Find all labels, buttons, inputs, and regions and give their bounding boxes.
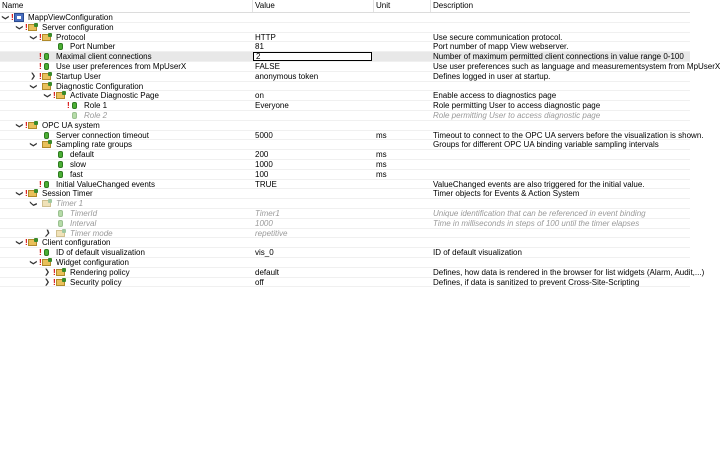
chevron-down-icon[interactable]: ❯ <box>15 190 23 197</box>
value-cell[interactable] <box>253 121 373 131</box>
chevron-right-icon[interactable]: ❯ <box>44 278 50 286</box>
description-cell: Defines, how data is rendered in the browser for list widgets (Alarm, Audit,...) <box>433 267 705 277</box>
tree-row-fast[interactable] <box>0 170 690 180</box>
tree-row-role-2[interactable] <box>0 111 690 121</box>
warning-icon: ! <box>39 32 42 42</box>
row-label: TimerId <box>70 208 98 218</box>
unit-cell: ms <box>376 169 387 179</box>
parameter-group-icon <box>42 83 51 90</box>
name-cell <box>0 52 252 62</box>
value-cell[interactable]: repetitive <box>255 228 288 238</box>
configuration-tree <box>0 13 720 287</box>
description-cell <box>431 238 690 248</box>
row-label: Role 1 <box>84 101 108 111</box>
unit-cell <box>374 219 430 229</box>
description-cell: Time in milliseconds in steps of 100 until the timer elapses <box>433 218 640 228</box>
value-cell[interactable] <box>253 82 373 92</box>
parameter-icon <box>58 171 63 178</box>
parameter-group-icon <box>28 190 37 197</box>
parameter-group-icon <box>42 73 51 80</box>
value-cell[interactable] <box>253 140 373 150</box>
parameter-group-icon <box>42 259 51 266</box>
warning-icon: ! <box>67 101 70 111</box>
value-cell[interactable]: Timer1 <box>255 208 280 218</box>
row-label: Interval <box>70 218 97 228</box>
chevron-right-icon[interactable]: ❯ <box>44 229 50 237</box>
description-cell <box>431 23 690 33</box>
description-cell: Defines, if data is sanitized to prevent Cross-Site-Scripting <box>433 277 640 287</box>
tree-row-session-timer[interactable] <box>0 189 690 199</box>
row-label: MappViewConfiguration <box>28 13 113 22</box>
parameter-icon <box>44 53 49 60</box>
description-cell: Role permitting User to access diagnostic page <box>433 110 601 120</box>
unit-cell <box>374 72 430 82</box>
tree-row-startup-user[interactable] <box>0 72 690 82</box>
name-cell <box>0 140 252 150</box>
unit-cell <box>374 23 430 33</box>
description-cell <box>431 229 690 239</box>
tree-row-protocol[interactable] <box>0 33 690 43</box>
value-cell[interactable]: Everyone <box>255 101 289 111</box>
parameter-icon <box>44 132 49 139</box>
parameter-icon <box>58 210 63 217</box>
row-label: Diagnostic Configuration <box>56 81 144 91</box>
tree-row-slow[interactable] <box>0 160 690 170</box>
chevron-right-icon[interactable]: ❯ <box>30 72 36 80</box>
unit-cell <box>374 91 430 101</box>
tree-row-server-connection-timeout[interactable] <box>0 130 704 141</box>
tree-row-id-of-default-visualization[interactable] <box>0 248 690 258</box>
row-label: slow <box>70 159 87 169</box>
tree-row-mappviewconfiguration[interactable] <box>0 13 690 23</box>
description-cell <box>431 258 690 268</box>
name-cell <box>0 268 252 278</box>
value-cell[interactable] <box>253 199 373 209</box>
parameter-group-icon <box>42 34 51 41</box>
parameter-group-icon <box>56 230 65 237</box>
row-label: Activate Diagnostic Page <box>70 91 159 101</box>
row-label: Timer 1 <box>56 199 84 209</box>
parameter-icon <box>72 102 77 109</box>
name-cell <box>0 170 252 180</box>
name-cell <box>0 23 252 33</box>
value-cell[interactable]: default <box>255 267 280 277</box>
row-label: Role 2 <box>84 110 108 120</box>
parameter-group-icon <box>28 122 37 129</box>
name-cell <box>0 258 252 268</box>
value-cell[interactable]: 1000 <box>255 218 273 228</box>
description-cell <box>431 199 690 209</box>
name-cell <box>0 150 252 160</box>
row-label: fast <box>70 169 83 179</box>
tree-row-opc-ua-system[interactable] <box>0 121 690 131</box>
row-label: Sampling rate groups <box>56 140 133 150</box>
unit-cell <box>374 199 430 209</box>
unit-cell <box>374 180 430 190</box>
name-cell <box>0 131 252 141</box>
unit-cell: ms <box>376 159 387 169</box>
warning-icon: ! <box>39 52 42 62</box>
row-label: Startup User <box>56 71 101 81</box>
description-cell: Number of maximum permitted client connections in value range 0-100 <box>433 52 684 62</box>
description-cell: ValueChanged events are also triggered for the initial value. <box>433 179 645 189</box>
value-cell[interactable]: vis_0 <box>255 248 274 258</box>
column-header-name[interactable]: Name <box>0 0 253 12</box>
description-cell: Timeout to connect to the OPC UA servers before the visualization is shown. <box>433 130 704 140</box>
configuration-icon <box>14 13 24 22</box>
unit-cell <box>374 248 430 258</box>
warning-icon: ! <box>39 61 42 71</box>
parameter-icon <box>58 161 63 168</box>
chevron-down-icon[interactable]: ❯ <box>29 259 37 266</box>
name-cell <box>0 238 252 248</box>
tree-row-activate-diagnostic-page[interactable] <box>0 91 690 101</box>
name-cell <box>0 209 252 219</box>
unit-cell <box>374 229 430 239</box>
value-cell[interactable]: off <box>255 277 264 287</box>
description-cell: Role permitting User to access diagnostic page <box>433 101 601 111</box>
unit-cell <box>374 121 430 131</box>
warning-icon: ! <box>53 91 56 101</box>
warning-icon: ! <box>53 267 56 277</box>
row-label: Protocol <box>56 32 86 42</box>
name-cell <box>0 82 252 92</box>
chevron-down-icon[interactable]: ❯ <box>29 83 37 90</box>
tree-row-timer-mode[interactable] <box>0 229 690 239</box>
name-cell <box>0 121 252 131</box>
unit-cell <box>374 238 430 248</box>
description-cell: Defines logged in user at startup. <box>433 71 551 81</box>
warning-icon: ! <box>53 277 56 287</box>
warning-icon: ! <box>39 179 42 189</box>
row-label: default <box>70 150 95 160</box>
unit-cell <box>374 52 430 62</box>
tree-row-widget-configuration[interactable] <box>0 258 690 268</box>
row-label: ID of default visualization <box>56 248 145 258</box>
row-label: Use user preferences from MpUserX <box>56 61 187 71</box>
description-cell: Use user preferences such as language and measurementsystem from MpUserX <box>433 61 720 71</box>
unit-cell <box>374 189 430 199</box>
warning-icon: ! <box>25 22 28 32</box>
warning-icon: ! <box>39 71 42 81</box>
description-cell: Timer objects for Events & Action System <box>433 189 580 199</box>
parameter-icon <box>44 63 49 70</box>
name-cell <box>0 33 252 43</box>
name-cell <box>0 13 252 23</box>
tree-row-use-user-preferences-from-mpuserx[interactable] <box>0 61 720 72</box>
chevron-down-icon[interactable]: ❯ <box>15 122 23 129</box>
warning-icon: ! <box>25 238 28 248</box>
tree-row-role-1[interactable] <box>0 101 690 111</box>
parameter-icon <box>58 220 63 227</box>
description-cell <box>431 13 690 23</box>
chevron-down-icon[interactable]: ❯ <box>29 141 37 148</box>
parameter-icon <box>44 249 49 256</box>
parameter-group-icon <box>28 24 37 31</box>
unit-cell <box>374 82 430 92</box>
chevron-down-icon[interactable]: ❯ <box>29 200 37 207</box>
name-cell <box>0 219 252 229</box>
unit-cell: ms <box>376 130 387 140</box>
tree-row-interval[interactable] <box>0 219 690 229</box>
parameter-group-icon <box>56 269 65 276</box>
name-cell <box>0 278 252 288</box>
row-label: Maximal client connections <box>56 52 152 62</box>
parameter-icon <box>58 151 63 158</box>
value-cell[interactable]: 81 <box>255 42 264 52</box>
value-cell[interactable] <box>253 23 373 33</box>
name-cell <box>0 62 252 72</box>
row-label: Widget configuration <box>56 257 129 267</box>
name-cell <box>0 91 252 101</box>
unit-cell <box>374 278 430 288</box>
unit-cell: ms <box>376 150 387 160</box>
name-cell <box>0 199 252 209</box>
warning-icon: ! <box>39 257 42 267</box>
chevron-down-icon[interactable]: ❯ <box>15 24 23 31</box>
tree-row-maximal-client-connections[interactable] <box>0 52 690 62</box>
value-cell[interactable]: anonymous token <box>255 71 319 81</box>
unit-cell <box>374 140 430 150</box>
row-label: Client configuration <box>42 238 111 248</box>
row-label: Port Number <box>70 42 116 52</box>
description-cell: Enable access to diagnostics page <box>433 91 557 101</box>
description-cell: Groups for different OPC UA binding variable sampling intervals <box>433 140 659 150</box>
parameter-group-icon <box>42 141 51 148</box>
parameter-group-icon <box>56 279 65 286</box>
value-cell[interactable]: 100 <box>255 169 269 179</box>
name-cell <box>0 42 252 52</box>
parameter-group-icon <box>56 92 65 99</box>
warning-icon: ! <box>11 13 14 22</box>
name-cell <box>0 180 252 190</box>
description-cell <box>431 82 690 92</box>
tree-row-diagnostic-configuration[interactable] <box>0 82 690 92</box>
value-cell[interactable]: FALSE <box>255 61 280 71</box>
unit-cell <box>374 13 430 23</box>
parameter-icon <box>44 181 49 188</box>
warning-icon: ! <box>39 248 42 258</box>
row-label: OPC UA system <box>42 120 100 130</box>
value-cell[interactable] <box>253 258 373 268</box>
tree-row-server-configuration[interactable] <box>0 23 690 33</box>
column-header-unit[interactable]: Unit <box>374 0 431 12</box>
warning-icon: ! <box>25 120 28 130</box>
value-cell[interactable] <box>253 189 373 199</box>
tree-row-timerid[interactable] <box>0 209 690 219</box>
chevron-down-icon[interactable]: ❯ <box>43 92 51 99</box>
value-cell[interactable]: 1000 <box>255 159 273 169</box>
description-cell: Port number of mapp View webserver. <box>433 42 569 52</box>
name-cell <box>0 248 252 258</box>
unit-cell <box>374 268 430 278</box>
chevron-right-icon[interactable]: ❯ <box>44 268 50 276</box>
value-cell[interactable]: HTTP <box>255 32 276 42</box>
description-cell <box>431 160 690 170</box>
name-cell <box>0 189 252 199</box>
unit-cell <box>374 209 430 219</box>
warning-icon: ! <box>25 189 28 199</box>
tree-row-timer-1[interactable] <box>0 199 690 209</box>
parameter-group-icon <box>28 239 37 246</box>
row-label: Rendering policy <box>70 267 130 277</box>
description-cell <box>431 121 690 131</box>
unit-cell <box>374 101 430 111</box>
value-cell[interactable]: 200 <box>255 150 269 160</box>
chevron-down-icon[interactable]: ❯ <box>29 34 37 41</box>
row-label: Initial ValueChanged events <box>56 179 156 189</box>
tree-row-security-policy[interactable] <box>0 278 690 288</box>
row-label: Server configuration <box>42 22 114 32</box>
parameter-icon <box>72 112 77 119</box>
description-cell <box>431 170 690 180</box>
parameter-icon <box>58 43 63 50</box>
value-cell[interactable]: TRUE <box>255 179 277 189</box>
value-cell[interactable] <box>253 111 373 121</box>
unit-cell <box>374 42 430 52</box>
name-cell <box>0 101 252 111</box>
value-cell[interactable] <box>253 238 373 248</box>
value-cell[interactable]: on <box>255 91 264 101</box>
row-label: Timer mode <box>70 228 113 238</box>
tree-row-port-number[interactable] <box>0 42 690 52</box>
value-cell[interactable] <box>253 52 373 62</box>
column-header-description[interactable]: Description <box>433 1 474 10</box>
description-cell: ID of default visualization <box>433 248 522 258</box>
tree-row-initial-valuechanged-events[interactable] <box>0 180 690 190</box>
name-cell <box>0 72 252 82</box>
value-cell[interactable] <box>253 13 373 23</box>
name-cell <box>0 111 252 121</box>
unit-cell <box>374 111 430 121</box>
tree-row-client-configuration[interactable] <box>0 238 690 248</box>
column-header-value[interactable]: Value <box>253 0 374 12</box>
unit-cell <box>374 62 430 72</box>
unit-cell <box>374 258 430 268</box>
description-cell: Use secure communication protocol. <box>433 32 563 42</box>
description-cell: Unique identification that can be referenced in event binding <box>433 208 646 218</box>
tree-row-sampling-rate-groups[interactable] <box>0 140 690 150</box>
chevron-down-icon[interactable]: ❯ <box>1 14 9 21</box>
chevron-down-icon[interactable]: ❯ <box>15 239 23 246</box>
name-cell <box>0 229 252 239</box>
value-edit-field[interactable]: 2 <box>253 52 372 61</box>
row-label: Session Timer <box>42 189 93 199</box>
column-header <box>0 0 690 13</box>
row-label: Security policy <box>70 277 122 287</box>
value-cell[interactable]: 5000 <box>255 130 273 140</box>
tree-row-rendering-policy[interactable] <box>0 267 705 278</box>
tree-row-default[interactable] <box>0 150 690 160</box>
row-label: Server connection timeout <box>56 130 149 140</box>
unit-cell <box>374 33 430 43</box>
description-cell <box>431 150 690 160</box>
parameter-group-icon <box>42 200 51 207</box>
name-cell <box>0 160 252 170</box>
